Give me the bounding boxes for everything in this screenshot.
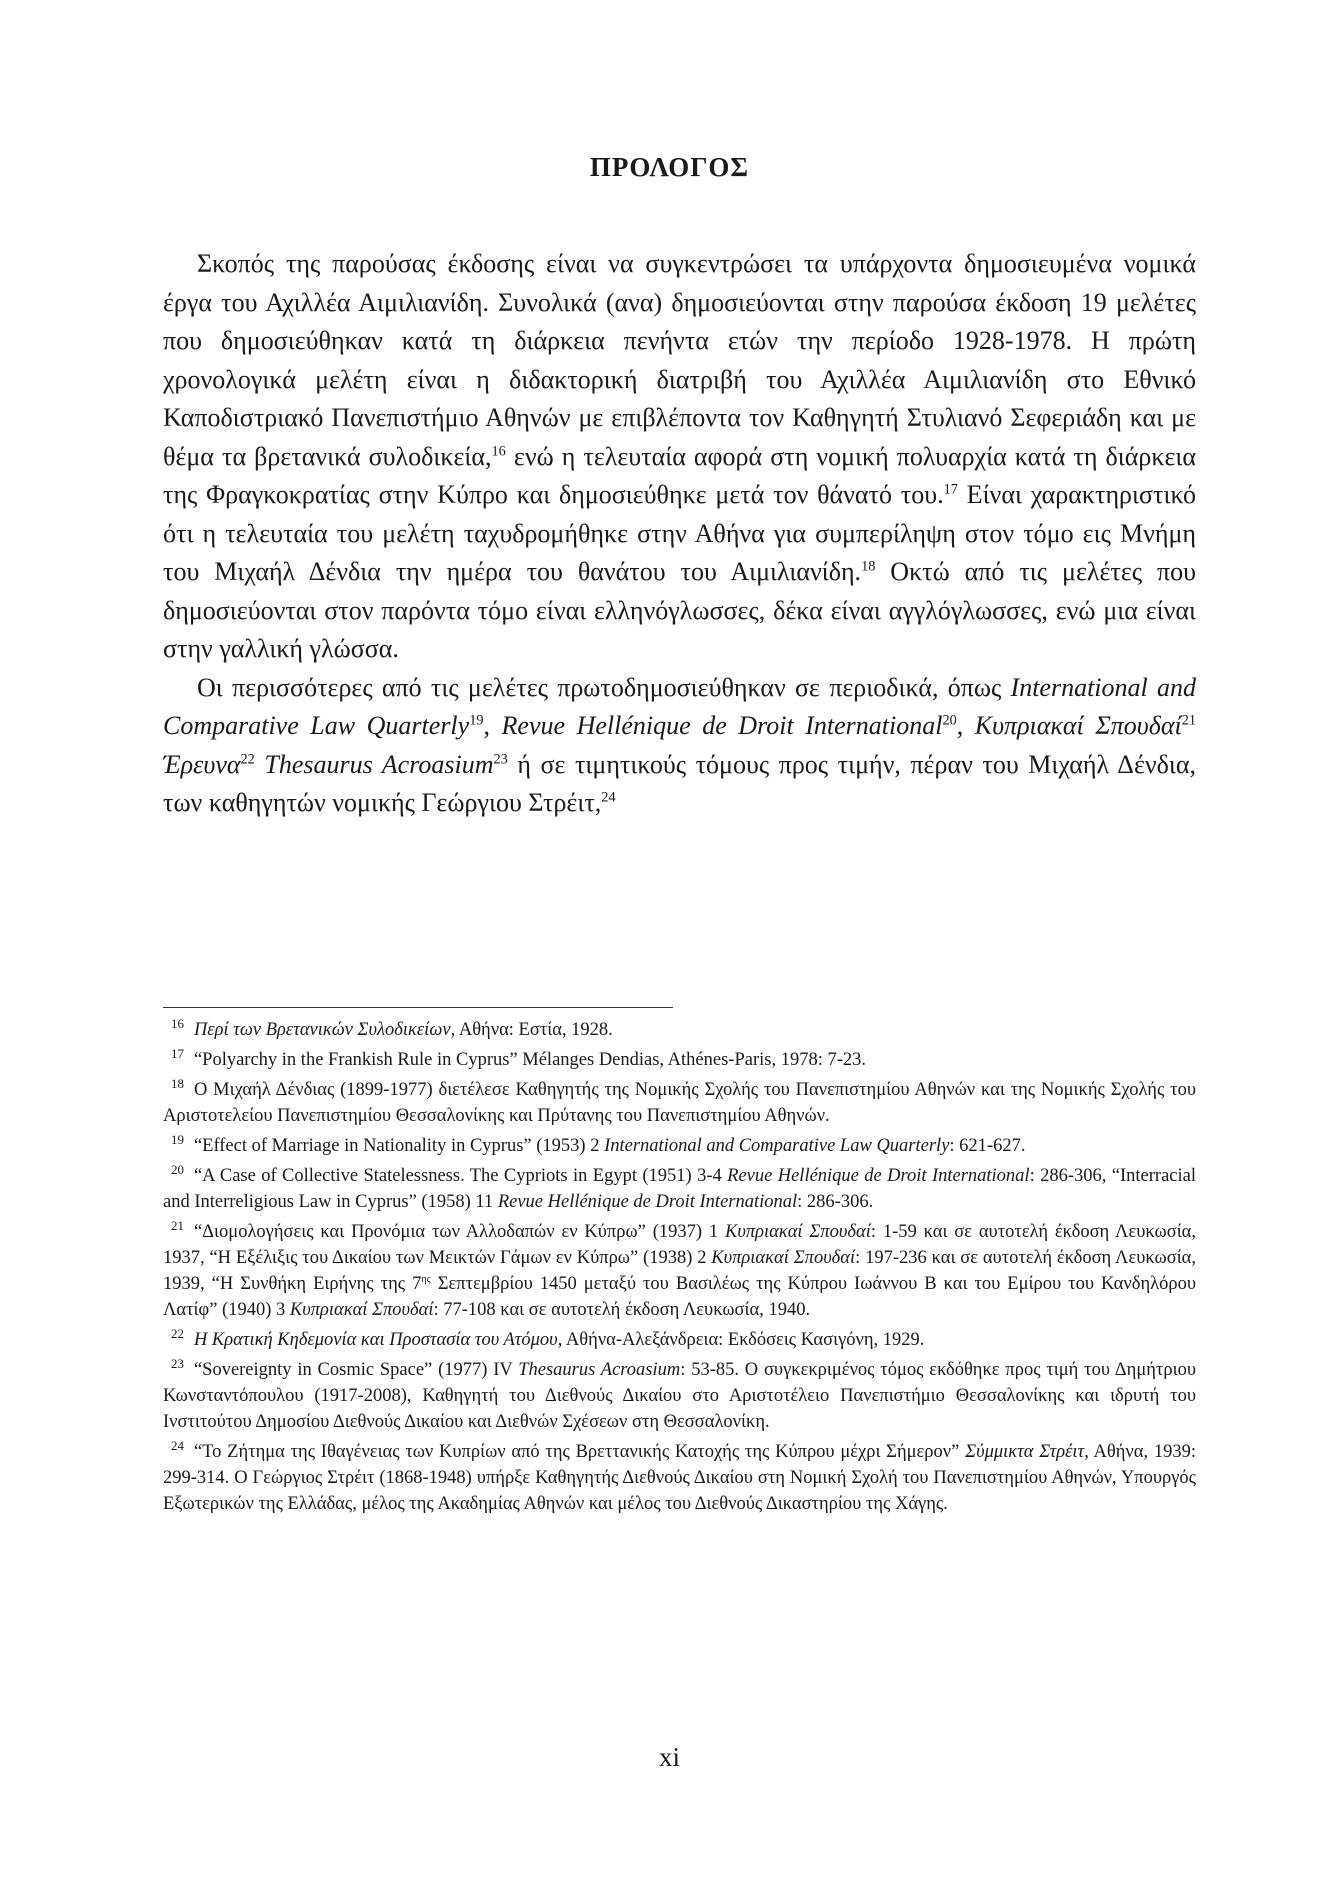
footnote-ref-21[interactable]: 21	[1181, 712, 1196, 729]
separator: ,	[483, 711, 502, 740]
paragraph-1-text-a: Σκοπός της παρούσας έκδοσης είναι να συγκεντρώσει τα υπάρχοντα δημοσιευμένα νομικά έργα του Αχιλλέα Αιμιλιανίδη. Συνολικά (ανα) δημοσιεύονται στην παρούσα έκδοση 19 μελέτες που δημοσιεύθηκαν κατά τη διάρκεια πενήντα ετών την περίοδο 1928-1978. Η πρώτη χρονολογικά μελέτη είναι η διδακτορική διατριβή του Αχιλλέα Αιμιλιανίδη στο Εθνικό Καποδιστριακό Πανεπιστήμιο Αθηνών με επιβλέποντα τον Καθηγητή Στυλιανό Σεφεριάδη και με θέμα τα βρετανικά συλοδικεία,	[163, 249, 1196, 471]
page-number: xi	[658, 1742, 680, 1772]
paragraph-2	[163, 669, 1196, 823]
separator: ,	[956, 711, 975, 740]
footnote-text: , Αθήνα: Εστία, 1928.	[450, 1020, 613, 1040]
separator	[255, 750, 265, 779]
footnote-number: 22	[171, 1325, 184, 1341]
footnote-16	[163, 1017, 1196, 1043]
journal-title: Κυπριακαί Σπουδαί	[974, 711, 1182, 740]
footnote-italic: Κυπριακαί Σπουδαί	[725, 1222, 871, 1242]
footnote-ref-22[interactable]: 22	[240, 750, 255, 767]
footnote-text: “Polyarchy in the Frankish Rule in Cyprus” Mélanges Dendias, Athénes-Paris, 1978: 7-23.	[193, 1050, 866, 1070]
footnote-italic: Κυπριακαί Σπουδαί	[711, 1248, 856, 1268]
footnote-number: 24	[171, 1437, 184, 1453]
footnote-text: : 1-59 και σε αυτοτελή έκδοση Λευκωσία, 1937, “Η Εξέλιξις του Δικαίου των Μεικτών Γάμων εν Κύπρω” (1938) 2	[163, 1222, 1196, 1268]
footnote-italic: Περί των Βρετανικών Συλοδικείων	[193, 1020, 451, 1040]
page-title: ΠΡΟΛΟΓΟΣ	[589, 152, 750, 182]
footnote-italic: Σύμμικτα Στρέιτ	[965, 1442, 1085, 1462]
footnote-text: Ο Μιχαήλ Δένδιας (1899-1977) διετέλεσε Καθηγητής της Νομικής Σχολής του Πανεπιστημίου Αθηνών και της Νομικής Σχολής του Αριστοτελείου Πανεπιστημίου Θεσσαλονίκης και Πρύτανης του Πανεπιστημίου Αθηνών.	[163, 1080, 1196, 1126]
footnote-text: Σεπτεμβρίου 1450 μεταξύ του Βασιλέως της Κύπρου Ιωάννου Β και του Εμίρου του Κανδηλόρου Λατίφ” (1940) 3	[163, 1274, 1196, 1320]
footnote-number: 17	[171, 1045, 184, 1061]
footnote-20	[163, 1163, 1196, 1215]
journal-title: Έρευνα	[163, 749, 241, 779]
footnote-italic: Revue Hellénique de Droit International	[497, 1192, 798, 1212]
journal-title: Thesaurus Acroasium	[264, 749, 494, 779]
footnote-text: , Αθήνα-Αλεξάνδρεια: Εκδόσεις Κασιγόνη, 1929.	[557, 1330, 925, 1350]
footnote-number: 23	[171, 1355, 184, 1371]
footnote-number: 18	[171, 1075, 184, 1091]
footnote-22	[163, 1327, 1196, 1353]
footnote-text: , Αθήνα, 1939: 299-314. Ο Γεώργιος Στρέιτ (1868-1948) υπήρξε Καθηγητής Διεθνούς Δικαίου στη Νομική Σχολή του Πανεπιστημίου Αθηνών, Υπουργός Εξωτερικών της Ελλάδας, μέλος της Ακαδημίας Αθηνών και μέλος του Διεθνούς Δικαστηρίου της Χάγης.	[163, 1442, 1196, 1514]
footnote-text: : 53-85. Ο συγκεκριμένος τόμος εκδόθηκε προς τιμή του Δημήτριου Κωνσταντόπουλου (1917-2008), Καθηγητή του Διεθνούς Δικαίου στο Αριστοτέλειο Πανεπιστήμιο Θεσσαλονίκης και ιδρυτή του Ινστιτούτου Δημοσίου Διεθνούς Δικαίου και Διεθνών Σχέσεων στη Θεσσαλονίκη.	[163, 1360, 1196, 1432]
footnote-italic: Thesaurus Acroasium	[518, 1360, 681, 1380]
footnotes	[163, 1017, 1196, 1521]
footnote-ref-23[interactable]: 23	[493, 750, 508, 767]
journal-title: Revue Hellénique de Droit International	[501, 711, 943, 740]
footnote-18	[163, 1077, 1196, 1129]
footnote-text: “Sovereignty in Cosmic Space” (1977) IV	[193, 1360, 519, 1380]
footnote-text: : 286-306, “Interracial and Interreligious Law in Cyprus” (1958) 11	[163, 1166, 1196, 1212]
footnote-19	[163, 1133, 1196, 1159]
ordinal-suffix: ης	[421, 1273, 431, 1285]
footnote-number: 21	[171, 1217, 184, 1233]
footnote-italic: Κυπριακαί Σπουδαί	[289, 1300, 434, 1320]
footnote-24	[163, 1439, 1196, 1517]
footnote-ref-24[interactable]: 24	[601, 789, 616, 806]
footnote-text: “Το Ζήτημα της Ιθαγένειας των Κυπρίων από της Βρεττανικής Κατοχής της Κύπρου μέχρι Σήμερον”	[193, 1442, 966, 1462]
footnote-text: “A Case of Collective Statelessness. The Cypriots in Egypt (1951) 3-4	[193, 1166, 728, 1186]
footnote-text: : 77-108 και σε αυτοτελή έκδοση Λευκωσία, 1940.	[433, 1300, 811, 1320]
footnote-text: “Διομολογήσεις και Προνόμια των Αλλοδαπών εν Κύπρω” (1937) 1	[193, 1222, 725, 1242]
paragraph-2-text-a: Οι περισσότερες από τις μελέτες πρωτοδημοσιεύθηκαν σε περιοδικά, όπως	[197, 672, 1011, 702]
footnote-text: : 286-306.	[797, 1192, 874, 1212]
footnote-ref-20[interactable]: 20	[942, 712, 957, 729]
footnote-text: : 197-236 και σε αυτοτελή έκδοση Λευκωσία, 1939, “Η Συνθήκη Ειρήνης της 7	[163, 1248, 1196, 1294]
footnote-italic: Η Κρατική Κηδεμονία και Προστασία του Ατόμου	[193, 1330, 558, 1350]
footnote-number: 19	[171, 1131, 184, 1147]
footnote-text: “Effect of Marriage in Nationality in Cyprus” (1953) 2	[193, 1136, 605, 1156]
paragraph-2-text-b: ή σε τιμητικούς τόμους προς τιμήν, πέραν του Μιχαήλ Δένδια, των καθηγητών νομικής Γεώργιου Στρέιτ,	[163, 749, 1197, 817]
footnote-italic: International and Comparative Law Quarterly	[604, 1136, 950, 1156]
paragraph-1	[163, 245, 1196, 669]
footnote-italic: Revue Hellénique de Droit International	[727, 1166, 1030, 1186]
footnote-ref-19[interactable]: 19	[469, 712, 484, 729]
footnote-ref-18[interactable]: 18	[861, 558, 876, 575]
footnote-text: : 621-627.	[949, 1136, 1026, 1156]
footnote-23	[163, 1357, 1196, 1435]
footnote-ref-17[interactable]: 17	[943, 481, 958, 498]
footnote-number: 20	[171, 1161, 184, 1177]
footnote-divider	[163, 1007, 673, 1008]
paragraph-1-text-c: Είναι χαρακτηριστικό ότι η τελευταία του μελέτη ταχυδρομήθηκε στην Αθήνα για συμπερίληψη στον τόμο εις Μνήμη του Μιχαήλ Δένδια την ημέρα του θανάτου του Αιμιλιανίδη.	[163, 480, 1197, 586]
footnote-17	[163, 1047, 1196, 1073]
footnote-21	[163, 1219, 1196, 1323]
footnote-number: 16	[171, 1015, 184, 1031]
paragraph-1-text-b: ενώ η τελευταία αφορά στη νομική πολυαρχία κατά τη διάρκεια της Φραγκοκρατίας στην Κύπρο και δημοσιεύθηκε μετά τον θάνατό του.	[163, 441, 1196, 509]
paragraph-1-text-d: Οκτώ από τις μελέτες που δημοσιεύονται στον παρόντα τόμο είναι ελληνόγλωσσες, δέκα είναι αγγλόγλωσσες, ενώ μια είναι στην γαλλική γλώσσα.	[163, 557, 1196, 663]
footnote-ref-16[interactable]: 16	[491, 442, 506, 459]
body-text	[163, 245, 1196, 823]
journal-title: International and Comparative Law Quarterly	[163, 672, 1197, 740]
